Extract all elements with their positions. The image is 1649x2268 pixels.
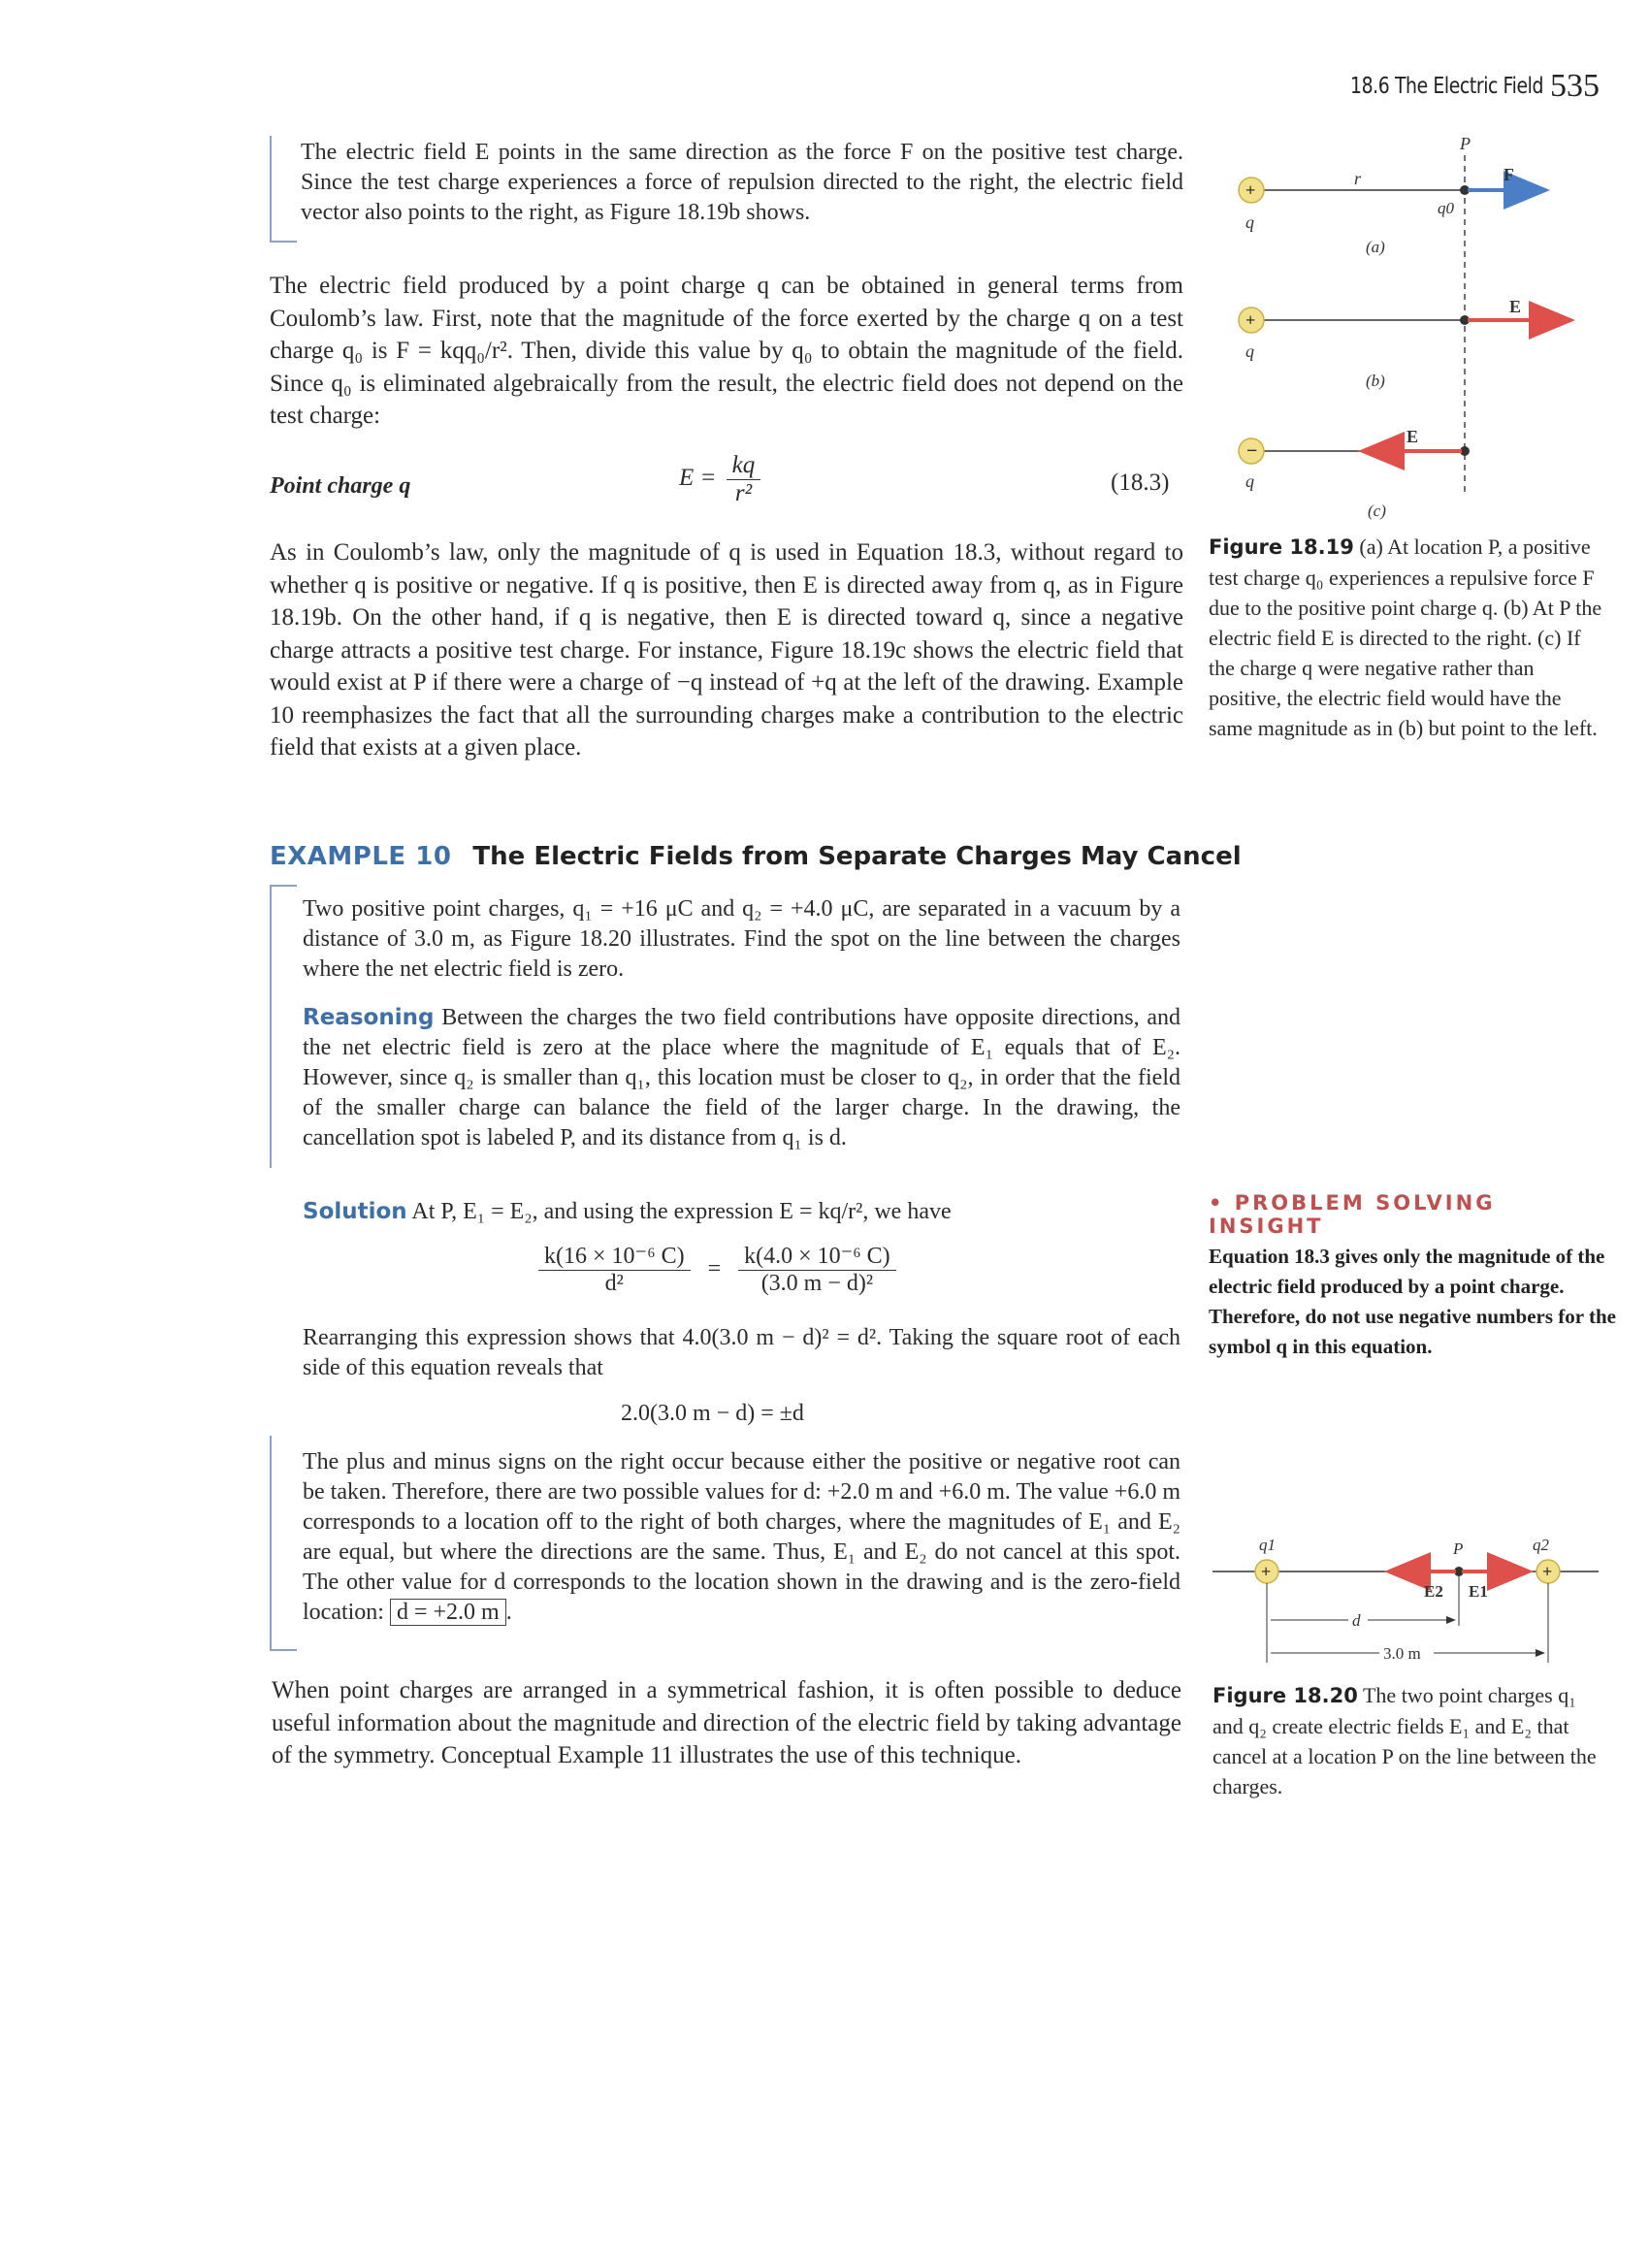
eq1-right-denominator: (3.0 m − d)² xyxy=(738,1270,896,1297)
example-number: EXAMPLE 10 xyxy=(270,842,452,871)
q-label-c: q xyxy=(1245,471,1254,491)
p-label-a: P xyxy=(1460,136,1471,153)
eq1-equals: = xyxy=(707,1256,722,1281)
r-label: r xyxy=(1354,169,1362,188)
paragraph-point-charge: The electric field produced by a point charge q can be obtained in general terms from Coulomb’s law. First, note that the magnitude of the force exerted by the charge q on a test charge q₀ is F = kqq₀/r². Then, divide this value by q₀ to obtain the magnitude of the field. Since q₀ is eliminated algebraically from the result, the electric field does not depend on the test charge: xyxy=(270,273,1183,429)
p-label: P xyxy=(1453,1539,1464,1558)
d-label: d xyxy=(1352,1611,1361,1630)
caption-a: (a) xyxy=(1366,238,1385,256)
q-label-b: q xyxy=(1245,341,1254,361)
example-conclusion: The plus and minus signs on the right occur because either the positive or negative root can be taken. Therefore, there are two possible values for d: +2.0 m and +6.0 m. The value +6.0 m corresponds to a location off to the right of both charges, where the magnitudes of E₁ and E₂ are equal, but where the directions are the same. Thus, E₁ and E₂ do not cancel at this spot. The other value for d corresponds to the location shown in the drawing and is the zero-field location: d = +2.0 m . xyxy=(303,1449,1180,1625)
equation-numerator: kq xyxy=(731,452,756,478)
figure-18-19-caption xyxy=(1209,532,1606,743)
page-number: 535 xyxy=(1550,68,1600,104)
figure-18-19-caption-text: (a) At location P, a positive test charge q₀ experiences a repulsive force F due to the positive point charge q. (b) At P the electric field E is directed to the right. (c) If the charge q were negative rather than positive, the electric field would have the same magnitude as in (b) but point to the left. xyxy=(1209,535,1602,740)
figure-18-19-label: Figure 18.19 xyxy=(1209,535,1354,559)
solution-label: Solution xyxy=(303,1199,407,1224)
example-heading xyxy=(270,842,1242,871)
equation-number: (18.3) xyxy=(1111,470,1170,496)
note-bracket xyxy=(270,136,297,243)
root-equation: 2.0(3.0 m − d) = ±d xyxy=(621,1401,804,1426)
q-label-a: q xyxy=(1245,212,1254,232)
equation-18-3 xyxy=(679,452,760,507)
eq1-left-numerator: k(16 × 10⁻⁶ C) xyxy=(544,1244,685,1269)
charge-c-sign: − xyxy=(1246,440,1258,462)
e-label-b: E xyxy=(1509,297,1522,316)
example-title: The Electric Fields from Separate Charges May Cancel xyxy=(472,842,1242,871)
example-bracket-bottom xyxy=(270,1436,297,1651)
e2-label: E2 xyxy=(1424,1582,1443,1601)
example-rearrange: Rearranging this expression shows that 4.0(3.0 m − d)² = d². Taking the square root of each side of this equation reveals that xyxy=(303,1325,1180,1380)
answer-box: d = +2.0 m xyxy=(390,1599,506,1626)
solution-intro-text: At P, E₁ = E₂, and using the expression E = kq/r², we have xyxy=(411,1199,952,1224)
caption-c: (c) xyxy=(1368,502,1386,520)
f-label: F xyxy=(1504,165,1514,184)
e-label-c: E xyxy=(1406,427,1419,446)
dist-label: 3.0 m xyxy=(1383,1644,1421,1663)
charge-q1-sign: + xyxy=(1261,1562,1272,1581)
caption-b: (b) xyxy=(1366,372,1385,390)
paragraph-direction: As in Coulomb’s law, only the magnitude of q is used in Equation 18.3, without regard to whether q is positive or negative. If q is positive, then E is directed away from q, as in Figure 18.19b. On the other hand, if q is negative, then E is directed toward q, since a negative charge attracts a positive test charge. For instance, Figure 18.19c shows the electric field that would exist at P if there were a charge of −q instead of +q at the left of the drawing. Example 10 reemphasizes the fact that all the surrounding charges make a contribution to the electric field that exists at a given place. xyxy=(270,539,1183,761)
example-bracket-top xyxy=(270,885,297,1168)
q1-label: q1 xyxy=(1259,1536,1276,1554)
conclusion-text: The plus and minus signs on the right occur because either the positive or negative root can be taken. Therefore, there are two possible values for d: +2.0 m and +6.0 m. The value +6.0 m corresponds to a location off to the right of both charges, where the magnitudes of E₁ and E₂ are equal, but where the directions are the same. Thus, E₁ and E₂ do not cancel at this spot. The other value for d corresponds to the location shown in the drawing and is the zero-field location: xyxy=(303,1449,1180,1625)
paragraph-symmetry: When point charges are arranged in a symmetrical fashion, it is often possible to deduce useful information about the magnitude and direction of the electric field by taking advantage of the symmetry. Conceptual Example 11 illustrates the use of this technique. xyxy=(272,1677,1181,1768)
example-problem: Two positive point charges, q₁ = +16 μC and q₂ = +4.0 μC, are separated in a vacuum by a distance of 3.0 m, as Figure 18.20 illustrates. Find the spot on the line between the charges where the net electric field is zero. xyxy=(303,896,1180,982)
figure-18-19 xyxy=(1222,136,1610,524)
balance-equation xyxy=(538,1242,896,1297)
q0-label: q0 xyxy=(1438,199,1454,217)
psi-heading: • PROBLEM SOLVING INSIGHT xyxy=(1209,1191,1496,1238)
intro-note: The electric field E points in the same direction as the force F on the positive test charge. Since the test charge experiences a force of repulsion directed to the right, the electric field vector also points to the right, as Figure 18.19b shows. xyxy=(301,140,1183,225)
figure-18-20 xyxy=(1212,1523,1610,1678)
example-solution-intro xyxy=(303,1197,1180,1227)
q2-label: q2 xyxy=(1533,1536,1549,1554)
charge-q2-sign: + xyxy=(1542,1562,1553,1581)
figure-18-20-caption xyxy=(1212,1680,1600,1801)
figure-18-20-label: Figure 18.20 xyxy=(1212,1684,1358,1707)
example-reasoning xyxy=(303,1003,1180,1153)
psi-text: Equation 18.3 gives only the magnitude of the electric field produced by a point charge. Therefore, do not use negative numbers for the symbol q in this equation. xyxy=(1209,1245,1616,1358)
running-header-section: 18.6 The Electric Field xyxy=(1350,74,1544,99)
equation-lhs: E = xyxy=(679,465,717,492)
eq1-right-numerator: k(4.0 × 10⁻⁶ C) xyxy=(744,1244,890,1269)
reasoning-label: Reasoning xyxy=(303,1005,435,1030)
e1-label: E1 xyxy=(1469,1582,1488,1601)
eq1-left-denominator: d² xyxy=(538,1270,691,1297)
equation-denominator: r² xyxy=(727,479,761,507)
figure-18-20-caption-text: The two point charges q₁ and q₂ create electric fields E₁ and E₂ that cancel at a location P on the line between the charges. xyxy=(1212,1683,1597,1798)
equation-label: Point charge q xyxy=(270,473,411,499)
problem-solving-insight xyxy=(1209,1191,1616,1362)
charge-a-sign: + xyxy=(1245,180,1256,200)
charge-b-sign: + xyxy=(1245,310,1256,330)
reasoning-text: Between the charges the two field contributions have opposite directions, and the net electric field is zero at the place where the magnitude of E₁ equals that of E₂. However, since q₂ is smaller than q₁, this location must be closer to q₂, in order that the field of the smaller charge can balance the field of the larger charge. In the drawing, the cancellation spot is labeled P, and its distance from q₁ is d. xyxy=(303,1005,1180,1150)
